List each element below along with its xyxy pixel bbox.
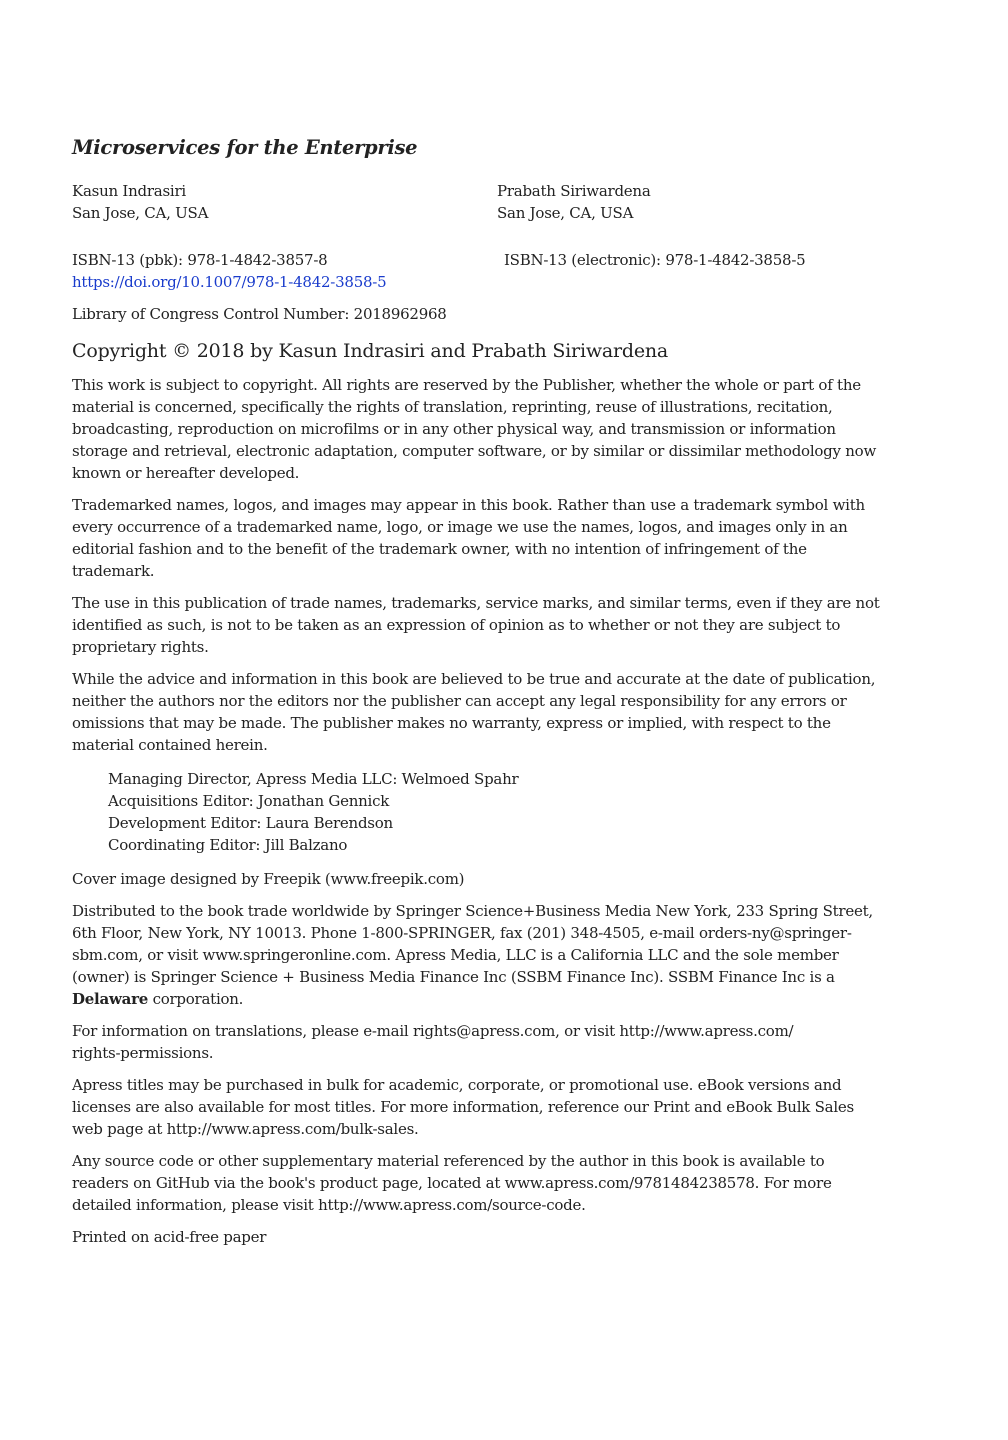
paragraph-trademarks [72,494,902,582]
author-2 [497,180,651,224]
text-line: detailed information, please visit http://www.apress.com/source-code. [72,1196,586,1214]
text-line: trademark. [72,562,155,580]
text-line: Any source code or other supplementary material referenced by the author in this book is available to [72,1152,825,1170]
cover-image-credit [72,868,902,890]
paragraph-source-code [72,1150,902,1216]
text-line: Printed on acid-free paper [72,1228,267,1246]
printed-note [72,1226,902,1248]
text-line: licenses are also available for most titles. For more information, reference our Print and eBook Bulk Sales [72,1098,854,1116]
text-line [72,988,902,1010]
author-location: San Jose, CA, USA [72,204,209,222]
author-1 [72,180,208,224]
book-title: Microservices for the Enterprise [72,136,418,159]
paragraph-distribution [72,900,902,1010]
text-line: Distributed to the book trade worldwide by Springer Science+Business Media New York, 233 Spring Street, [72,902,873,920]
text-line: identified as such, is not to be taken as an expression of opinion as to whether or not they are subject to [72,616,841,634]
text-line: neither the authors nor the editors nor the publisher can accept any legal responsibility for any errors or [72,692,847,710]
text-line: editorial fashion and to the benefit of the trademark owner, with no intention of infringement of the [72,540,807,558]
text-line: material contained herein. [72,736,268,754]
text-line: Trademarked names, logos, and images may appear in this book. Rather than use a trademark symbol with [72,496,865,514]
text-line: 6th Floor, New York, NY 10013. Phone 1-800-SPRINGER, fax (201) 348-4505, e-mail orders-ny@springer- [72,924,852,942]
text-line: Cover image designed by Freepik (www.freepik.com) [72,870,465,888]
text-line: This work is subject to copyright. All rights are reserved by the Publisher, whether the whole or part of the [72,376,861,394]
text-line: Apress titles may be purchased in bulk for academic, corporate, or promotional use. eBook versions and [72,1076,842,1094]
author-name: Prabath Siriwardena [497,182,651,200]
doi-link[interactable]: https://doi.org/10.1007/978-1-4842-3858-5 [72,273,387,291]
isbn-pbk: ISBN-13 (pbk): 978-1-4842-3857-8 [72,251,328,269]
paragraph-trade-names [72,592,902,658]
paragraph-advice [72,668,902,756]
paragraph-translations [72,1020,902,1064]
text-line: known or hereafter developed. [72,464,300,482]
text-line: broadcasting, reproduction on microfilms or in any other physical way, and transmission or information [72,420,836,438]
bold-state: Delaware [72,990,149,1008]
text-line: storage and retrieval, electronic adaptation, computer software, or by similar or dissimilar methodology now [72,442,877,460]
lccn: Library of Congress Control Number: 2018962968 [72,305,447,323]
text-line: While the advice and information in this book are believed to be true and accurate at the date of publication, [72,670,876,688]
text-line: rights-permissions. [72,1044,214,1062]
text-line: material is concerned, specifically the rights of translation, reprinting, reuse of illustrations, recitation, [72,398,833,416]
paragraph-bulk-sales [72,1074,902,1140]
text-line: (owner) is Springer Science + Business Media Finance Inc (SSBM Finance Inc). SSBM Finance Inc is a [72,968,835,986]
credit-line: Acquisitions Editor: Jonathan Gennick [108,792,390,810]
text-line: web page at http://www.apress.com/bulk-sales. [72,1120,419,1138]
text-line: readers on GitHub via the book's product page, located at www.apress.com/9781484238578. For more [72,1174,832,1192]
author-location: San Jose, CA, USA [497,204,634,222]
text-rest: corporation. [148,990,244,1008]
isbn-electronic: ISBN-13 (electronic): 978-1-4842-3858-5 [504,251,806,269]
credits-list [108,768,938,856]
text-line: omissions that may be made. The publisher makes no warranty, express or implied, with respect to the [72,714,831,732]
credit-line: Coordinating Editor: Jill Balzano [108,836,348,854]
author-name: Kasun Indrasiri [72,182,186,200]
paragraph-rights [72,374,902,484]
text-line: For information on translations, please e-mail rights@apress.com, or visit http://www.apress.com/ [72,1022,794,1040]
text-line: The use in this publication of trade names, trademarks, service marks, and similar terms, even if they are not [72,594,880,612]
text-line: every occurrence of a trademarked name, logo, or image we use the names, logos, and images only in an [72,518,848,536]
credit-line: Development Editor: Laura Berendson [108,814,393,832]
text-line: proprietary rights. [72,638,209,656]
credit-line: Managing Director, Apress Media LLC: Welmoed Spahr [108,770,519,788]
copyright-notice: Copyright © 2018 by Kasun Indrasiri and Prabath Siriwardena [72,340,669,362]
text-line: sbm.com, or visit www.springeronline.com. Apress Media, LLC is a California LLC and the sole member [72,946,839,964]
